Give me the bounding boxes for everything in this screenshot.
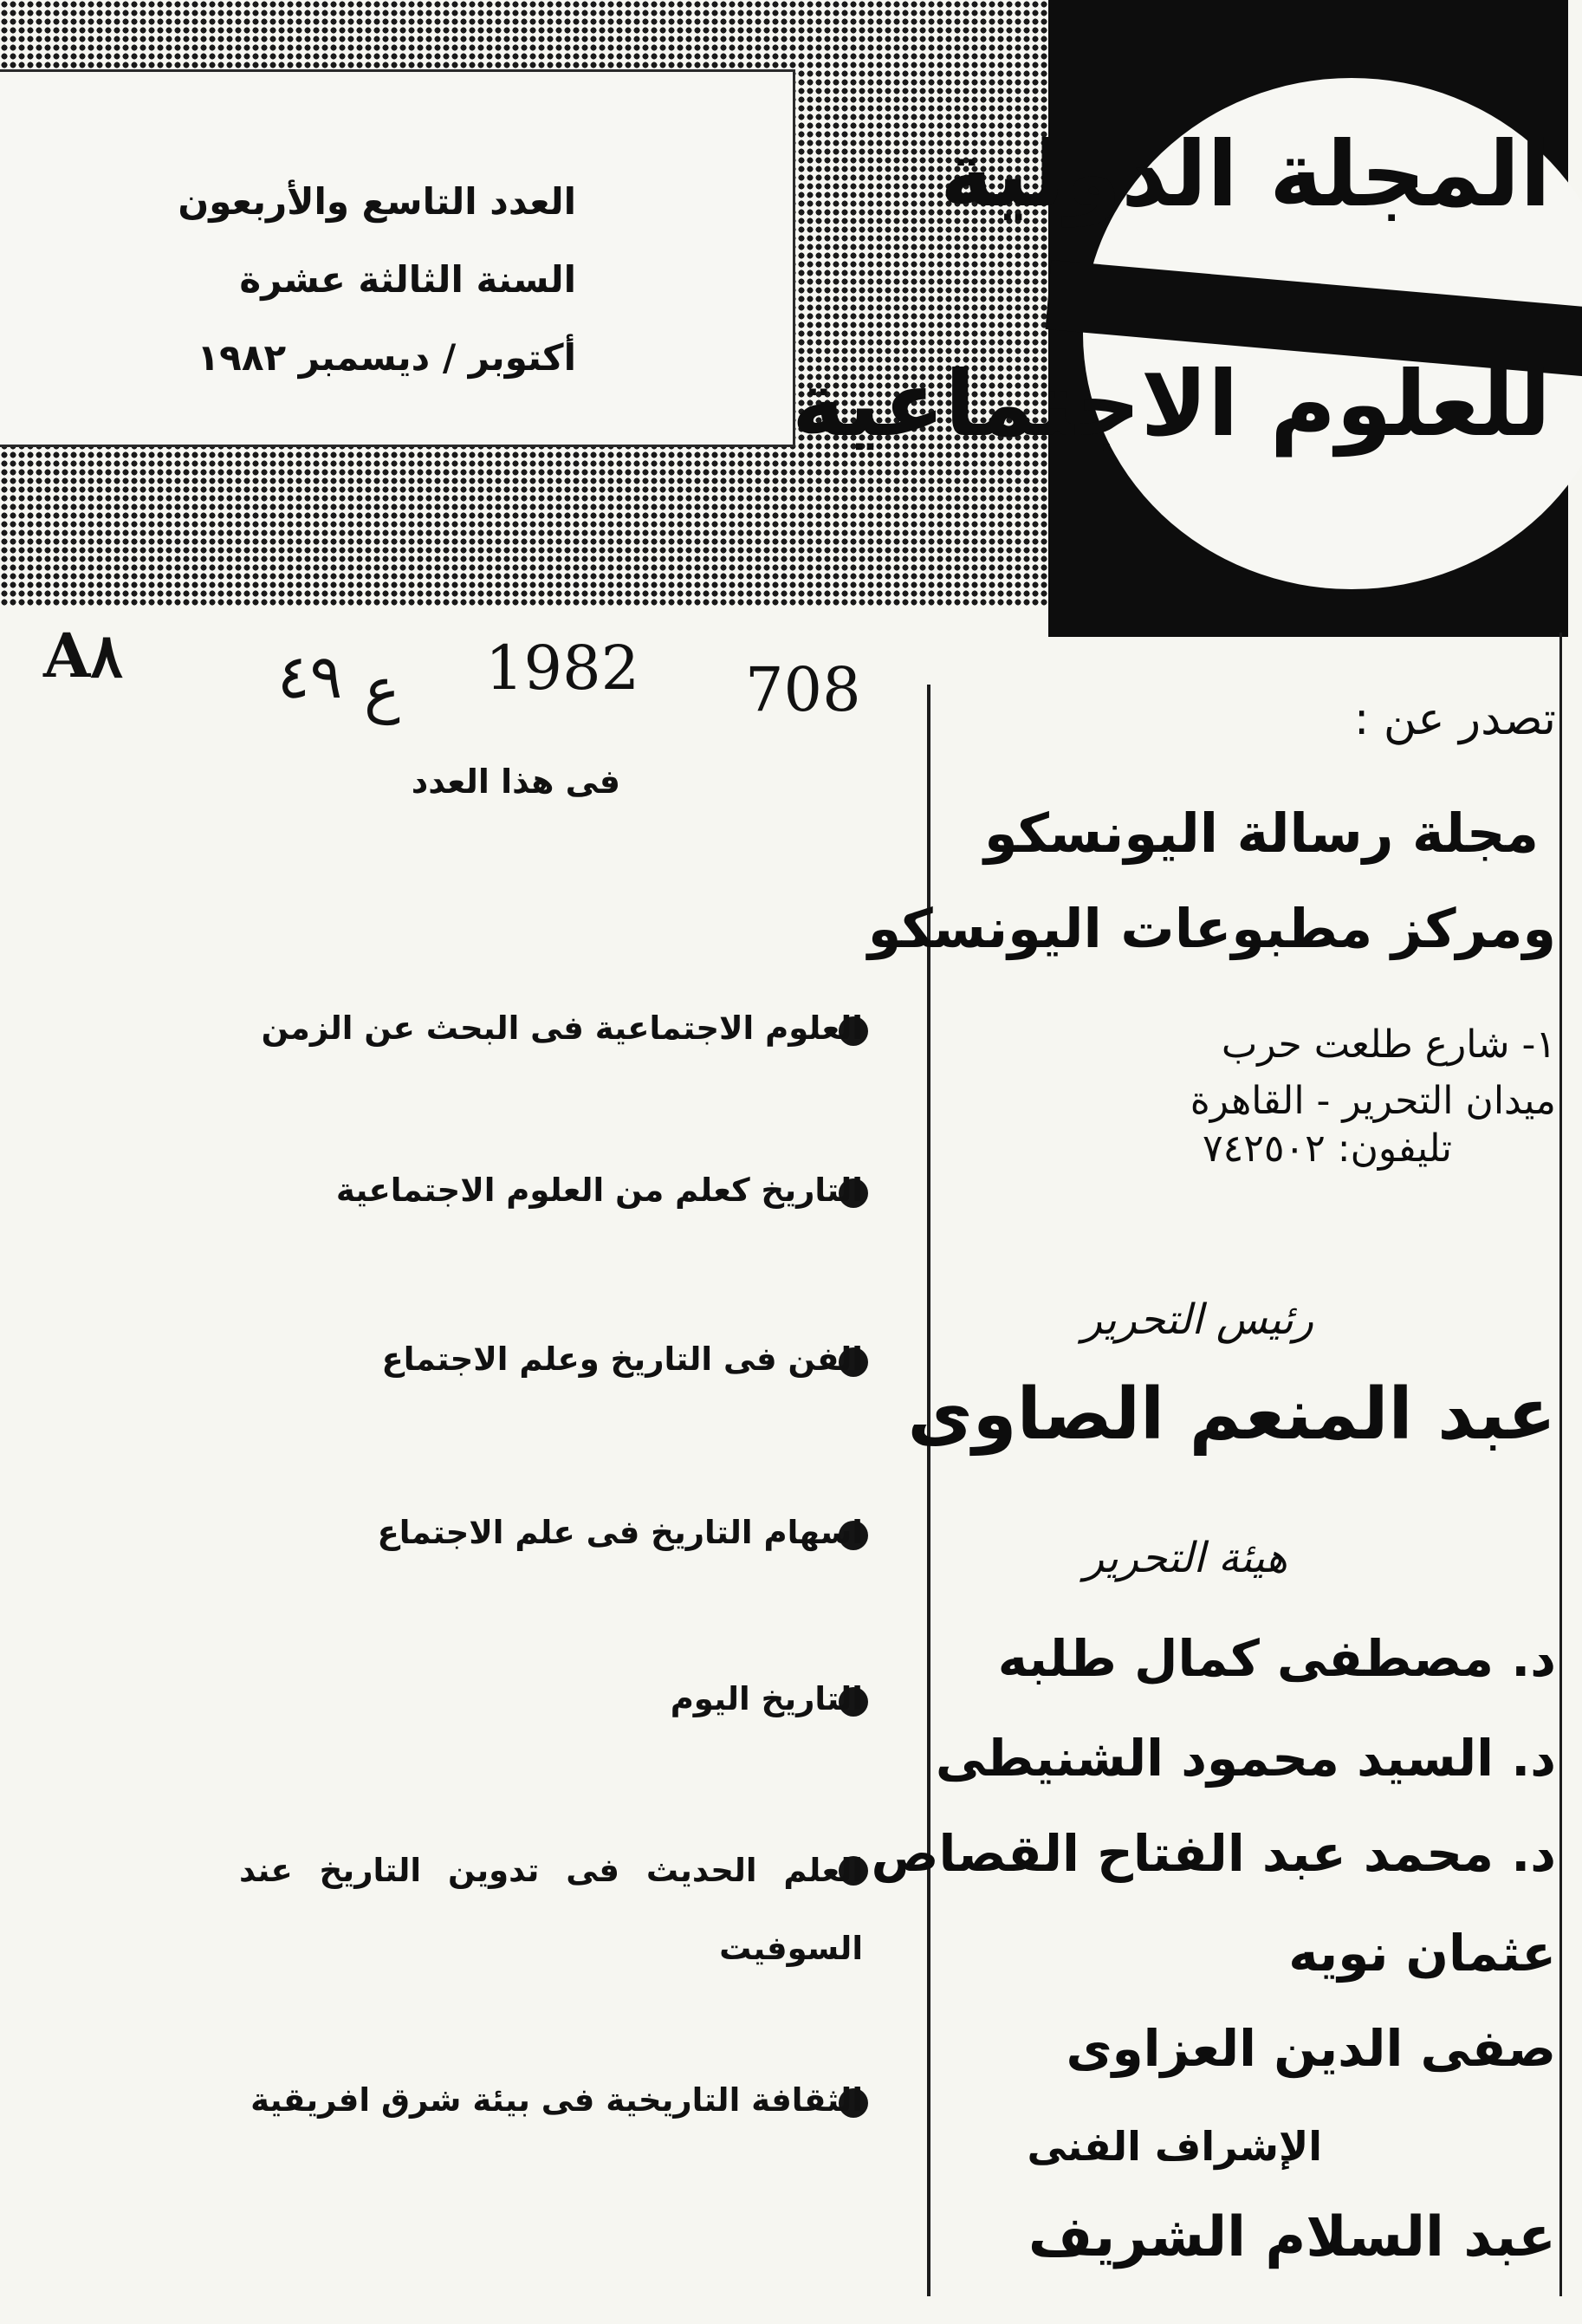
publisher-org-line1: مجلة رسالة اليونسكو [984, 802, 1539, 865]
handwritten-letter: ع [364, 654, 400, 725]
editorial-board-label: هيئة التحرير [1083, 1534, 1287, 1582]
masthead-logo [791, 0, 1568, 637]
toc-item: العلوم الاجتماعية فى البحث عن الزمن [261, 1009, 863, 1047]
masthead-title-line1: المجلة الدولية [939, 121, 1551, 227]
issue-date: أكتوبر / ديسمبر ١٩٨٢ [197, 336, 576, 379]
art-director-label: الإشراف الفنى [1027, 2123, 1322, 2170]
handwritten-year: 1982 [485, 633, 640, 704]
board-member: د. محمد عبد الفتاح القصاص [871, 1824, 1556, 1883]
toc-item: الثقافة التاريخية فى بيئة شرق افريقية [250, 2081, 863, 2119]
publisher-org-line2: ومركز مطبوعات اليونسكو [867, 897, 1556, 960]
board-member: د. السيد محمود الشنيطى [935, 1729, 1556, 1788]
issue-info-box [0, 69, 795, 447]
phone-number: تليفون: ٧٤٢٥٠٢ [1203, 1126, 1452, 1171]
right-border-rule [1559, 633, 1562, 2296]
editor-in-chief-name: عبد المنعم الصاوى [907, 1373, 1556, 1456]
toc-item: التاريخ اليوم [670, 1680, 863, 1717]
editor-in-chief-label: رئيس التحرير [1081, 1295, 1313, 1344]
board-member: د. مصطفى كمال طلبه [997, 1629, 1556, 1688]
toc-item: اسهام التاريخ فى علم الاجتماع [377, 1514, 863, 1551]
art-director-name: عبد السلام الشريف [1028, 2205, 1556, 2269]
handwritten-code: A٨ [43, 620, 123, 691]
board-member: عثمان نويه [1288, 1924, 1556, 1983]
board-member: صفى الدين العزاوى [1066, 2019, 1556, 2078]
handwritten-volume: ٤٩ [277, 641, 343, 712]
toc-heading: فى هذا العدد [411, 763, 620, 801]
issue-number: العدد التاسع والأربعون [178, 180, 576, 223]
issue-year: السنة الثالثة عشرة [239, 258, 576, 301]
issued-by-label: تصدر عن : [1353, 693, 1556, 745]
handwritten-number: 708 [745, 654, 861, 725]
address-line1: ١- شارع طلعت حرب [1221, 1022, 1556, 1067]
masthead-title-line2: للعلوم الاجتماعية [791, 351, 1551, 457]
toc-item: التاريخ كعلم من العلوم الاجتماعية [335, 1172, 863, 1209]
toc-item: الفن فى التاريخ وعلم الاجتماع [381, 1341, 863, 1378]
address-line2: ميدان التحرير - القاهرة [1190, 1079, 1556, 1123]
toc-item: العلم الحديث فى تدوين التاريخ عند السوفيت [239, 1852, 863, 1967]
